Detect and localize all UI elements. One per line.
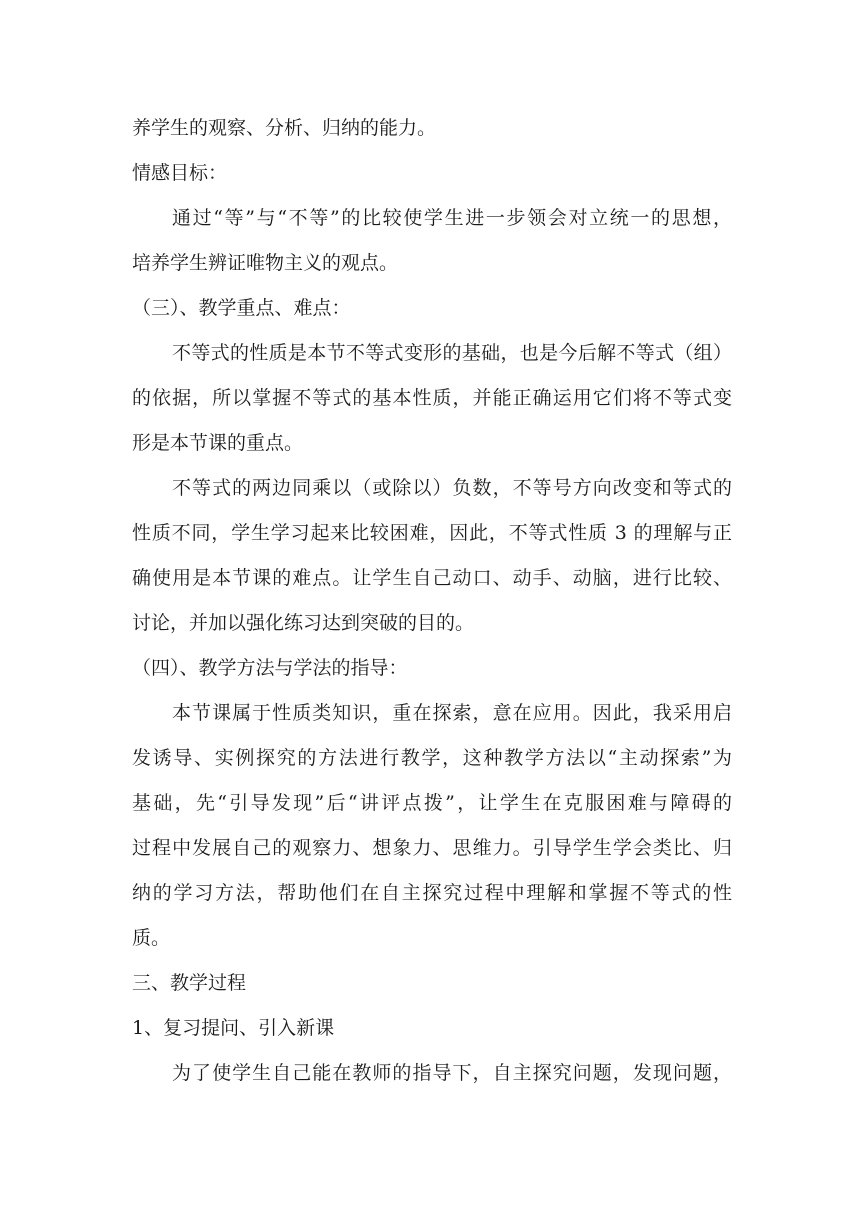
section-heading: 三、教学过程 [132,972,247,994]
text-line: 本节课属于性质类知识，重在探索，意在应用。因此，我采用启 [172,702,732,724]
text-line: 培养学生辨证唯物主义的观点。 [132,252,399,274]
text-line: 质。 [132,927,171,949]
text-line: 性质不同，学生学习起来比较困难，因此，不等式性质 3 的理解与正 [132,522,732,544]
subsection-heading: 1、复习提问、引入新课 [132,1017,335,1039]
text-line: 的依据，所以掌握不等式的基本性质，并能正确运用它们将不等式变 [132,387,732,409]
section-label: 情感目标： [132,162,228,184]
text-line: 不等式的性质是本节不等式变形的基础，也是今后解不等式（组） [172,342,732,364]
section-heading: （四）、教学方法与学法的指导： [132,657,408,679]
text-line: 基础，先“引导发现”后“讲评点拨”，让学生在克服困难与障碍的 [132,792,732,814]
text-line: 过程中发展自己的观察力、想象力、思维力。引导学生学会类比、归 [132,837,732,859]
text-line: 为了使学生自己能在教师的指导下，自主探究问题，发现问题， [172,1062,732,1084]
text-line: 纳的学习方法，帮助他们在自主探究过程中理解和掌握不等式的性 [132,882,732,904]
text-line: 不等式的两边同乘以（或除以）负数，不等号方向改变和等式的 [172,477,732,499]
text-line: 确使用是本节课的难点。让学生自己动口、动手、动脑，进行比较、 [132,567,732,589]
text-line: 养学生的观察、分析、归纳的能力。 [132,117,437,139]
text-line: 通过“等”与“不等”的比较使学生进一步领会对立统一的思想， [172,207,732,229]
text-line: 发诱导、实例探究的方法进行教学，这种教学方法以“主动探索”为 [132,747,732,769]
section-heading: （三）、教学重点、难点： [132,297,351,319]
text-line: 讨论，并加以强化练习达到突破的目的。 [132,612,475,634]
text-line: 形是本节课的重点。 [132,432,304,454]
